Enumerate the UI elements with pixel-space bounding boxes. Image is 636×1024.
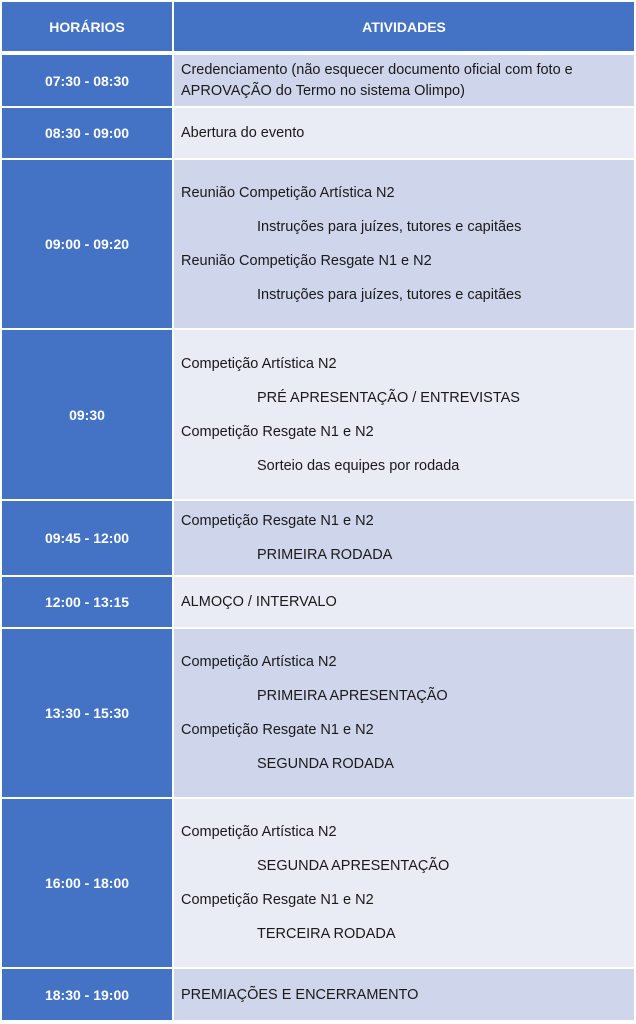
activity-cell bbox=[174, 577, 634, 629]
time-cell: 09:30 bbox=[2, 330, 174, 501]
table-row bbox=[2, 629, 634, 799]
time-cell: 13:30 - 15:30 bbox=[2, 629, 174, 799]
header-atividades: ATIVIDADES bbox=[174, 2, 634, 55]
activity-cell bbox=[174, 799, 634, 969]
header-row bbox=[2, 2, 634, 55]
activity-subline: PRIMEIRA RODADA bbox=[257, 547, 393, 563]
activity-line: Competição Artística N2 bbox=[181, 654, 337, 670]
time-cell: 09:00 - 09:20 bbox=[2, 160, 174, 330]
activity-line: Abertura do evento bbox=[181, 125, 305, 141]
time-cell: 12:00 - 13:15 bbox=[2, 577, 174, 629]
activity-line: Reunião Competição Resgate N1 e N2 bbox=[181, 253, 432, 269]
table-row bbox=[2, 969, 634, 1022]
activity-subline: TERCEIRA RODADA bbox=[257, 926, 396, 942]
activity-line: ALMOÇO / INTERVALO bbox=[181, 594, 337, 610]
activity-subline: SEGUNDA APRESENTAÇÃO bbox=[257, 858, 450, 874]
activity-subline: SEGUNDA RODADA bbox=[257, 756, 394, 772]
activity-subline: Instruções para juízes, tutores e capitães bbox=[257, 287, 522, 303]
activity-line: Reunião Competição Artística N2 bbox=[181, 185, 395, 201]
activity-cell bbox=[174, 629, 634, 799]
activity-line: Competição Resgate N1 e N2 bbox=[181, 722, 374, 738]
activity-cell bbox=[174, 108, 634, 160]
time-cell: 08:30 - 09:00 bbox=[2, 108, 174, 160]
activity-line: Competição Resgate N1 e N2 bbox=[181, 513, 374, 529]
header-horarios: HORÁRIOS bbox=[2, 2, 174, 55]
activity-subline: Instruções para juízes, tutores e capitães bbox=[257, 219, 522, 235]
schedule-table bbox=[2, 2, 634, 1022]
activity-cell bbox=[174, 330, 634, 501]
activity-line: Competição Artística N2 bbox=[181, 355, 337, 372]
activity-cell bbox=[174, 969, 634, 1022]
activity-line: Credenciamento (não esquecer documento oficial com foto e APROVAÇÃO do Termo no sistema Olimpo) bbox=[181, 61, 573, 99]
activity-subline: PRIMEIRA APRESENTAÇÃO bbox=[257, 688, 448, 704]
table-row bbox=[2, 108, 634, 160]
activity-cell bbox=[174, 55, 634, 108]
time-cell: 07:30 - 08:30 bbox=[2, 55, 174, 108]
activity-subline: PRÉ APRESENTAÇÃO / ENTREVISTAS bbox=[257, 389, 520, 406]
table-row bbox=[2, 501, 634, 577]
activity-line: PREMIAÇÕES E ENCERRAMENTO bbox=[181, 986, 419, 1003]
time-cell: 18:30 - 19:00 bbox=[2, 969, 174, 1022]
time-cell: 09:45 - 12:00 bbox=[2, 501, 174, 577]
activity-cell bbox=[174, 501, 634, 577]
activity-line: Competição Artística N2 bbox=[181, 824, 337, 840]
activity-subline: Sorteio das equipes por rodada bbox=[257, 457, 460, 474]
time-cell: 16:00 - 18:00 bbox=[2, 799, 174, 969]
table-row bbox=[2, 160, 634, 330]
table-row bbox=[2, 799, 634, 969]
activity-cell bbox=[174, 160, 634, 330]
activity-line: Competição Resgate N1 e N2 bbox=[181, 423, 374, 440]
table-row bbox=[2, 330, 634, 501]
table-row bbox=[2, 55, 634, 108]
activity-line: Competição Resgate N1 e N2 bbox=[181, 892, 374, 908]
table-row bbox=[2, 577, 634, 629]
